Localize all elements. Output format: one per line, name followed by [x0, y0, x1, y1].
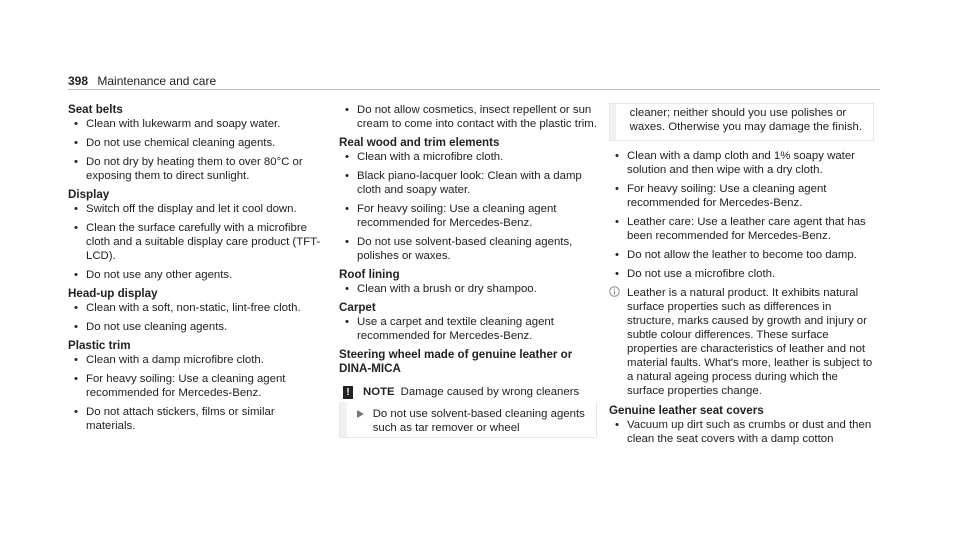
- column-2: [339, 103, 597, 438]
- heading-carpet: Carpet: [339, 301, 376, 314]
- heading-seat-covers: Genuine leather seat covers: [609, 404, 764, 417]
- list-item: • Do not attach stickers, films or similar materials.: [68, 405, 326, 433]
- heading-head-up-display: Head-up display: [68, 287, 158, 300]
- info-icon: [609, 286, 620, 297]
- note-box: [339, 382, 597, 438]
- list-plastic-trim-continued: [339, 103, 597, 131]
- list-item: • Do not use any other agents.: [68, 268, 326, 282]
- list-plastic-trim: [68, 353, 326, 433]
- list-item: • Do not use chemical cleaning agents.: [68, 136, 326, 150]
- list-leather-care: [609, 149, 874, 281]
- list-item: • Clean with a damp cloth and 1% soapy water solution and then wipe with a dry cloth.: [609, 149, 874, 177]
- column-1: [68, 103, 326, 438]
- list-item: • Clean with a damp microfibre cloth.: [68, 353, 326, 367]
- heading-roof-lining: Roof lining: [339, 268, 400, 281]
- list-seat-covers: [609, 418, 874, 446]
- info-note-text: Leather is a natural product. It exhibits natural surface properties such as differences in structure, marks caused by growth and injury or subtle colour differences. These surface properties are characteristics of leather and not material faults. What's more, leather is subject to a natural ageing process during which the surface properties change.: [627, 287, 873, 397]
- list-item: • Do not use cleaning agents.: [68, 320, 326, 334]
- list-carpet: [339, 315, 597, 343]
- note-step: [355, 407, 586, 435]
- list-item: • Clean the surface carefully with a microfibre cloth and a suitable display care product (TFT-LCD).: [68, 221, 326, 263]
- list-item: • Do not allow the leather to become too damp.: [609, 248, 874, 262]
- list-item: • Leather care: Use a leather care agent that has been recommended for Mercedes-Benz.: [609, 215, 874, 243]
- list-item: • For heavy soiling: Use a cleaning agent recommended for Mercedes-Benz.: [609, 182, 874, 210]
- list-item: • Do not use solvent-based cleaning agents, polishes or waxes.: [339, 235, 597, 263]
- heading-seat-belts: Seat belts: [68, 103, 123, 116]
- list-item: • Clean with a microfibre cloth.: [339, 150, 597, 164]
- warning-icon: !: [343, 386, 353, 399]
- note-header: [339, 382, 597, 402]
- note-title: NOTE: [363, 386, 395, 398]
- list-item: • Clean with a soft, non-static, lint-free cloth.: [68, 301, 326, 315]
- list-item: • Do not use a microfibre cloth.: [609, 267, 874, 281]
- list-real-wood: [339, 150, 597, 263]
- header-rule: [68, 89, 880, 90]
- arrow-right-icon: [357, 410, 364, 418]
- page-number: 398: [68, 74, 89, 88]
- note-body-box: [339, 402, 597, 438]
- list-item: • Do not dry by heating them to over 80°C or exposing them to direct sunlight.: [68, 155, 326, 183]
- column-3: [609, 103, 874, 451]
- list-item: • Clean with lukewarm and soapy water.: [68, 117, 326, 131]
- heading-real-wood: Real wood and trim elements: [339, 136, 500, 149]
- list-head-up-display: [68, 301, 326, 334]
- note-continued-body: cleaner; neither should you use polishes or waxes. Otherwise you may damage the finish.: [629, 107, 863, 133]
- note-continued-box: [609, 103, 874, 141]
- list-roof-lining: [339, 282, 597, 296]
- heading-steering-wheel: Steering wheel made of genuine leather or DINA-MICA: [339, 348, 573, 375]
- list-item: • For heavy soiling: Use a cleaning agent recommended for Mercedes-Benz.: [68, 372, 326, 400]
- section-title: Maintenance and care: [97, 74, 217, 88]
- page-header: [68, 74, 216, 88]
- note-side-bar: [340, 402, 347, 437]
- list-item: • Vacuum up dirt such as crumbs or dust and then clean the seat covers with a damp cotton: [609, 418, 874, 446]
- list-item: • Use a carpet and textile cleaning agent recommended for Mercedes-Benz.: [339, 315, 597, 343]
- heading-plastic-trim: Plastic trim: [68, 339, 131, 352]
- list-display: [68, 202, 326, 282]
- list-item: • Switch off the display and let it cool down.: [68, 202, 326, 216]
- heading-display: Display: [68, 188, 110, 201]
- note-subtitle: Damage caused by wrong cleaners: [400, 386, 580, 398]
- note-body: [347, 402, 596, 437]
- list-item: • Do not allow cosmetics, insect repellent or sun cream to come into contact with the plastic trim.: [339, 103, 597, 131]
- list-item: • For heavy soiling: Use a cleaning agent recommended for Mercedes-Benz.: [339, 202, 597, 230]
- info-note: [609, 286, 874, 398]
- list-item: • Clean with a brush or dry shampoo.: [339, 282, 597, 296]
- list-seat-belts: [68, 117, 326, 183]
- note-step-text: Do not use solvent-based cleaning agents such as tar remover or wheel: [372, 408, 585, 434]
- list-item: • Black piano-lacquer look: Clean with a damp cloth and soapy water.: [339, 169, 597, 197]
